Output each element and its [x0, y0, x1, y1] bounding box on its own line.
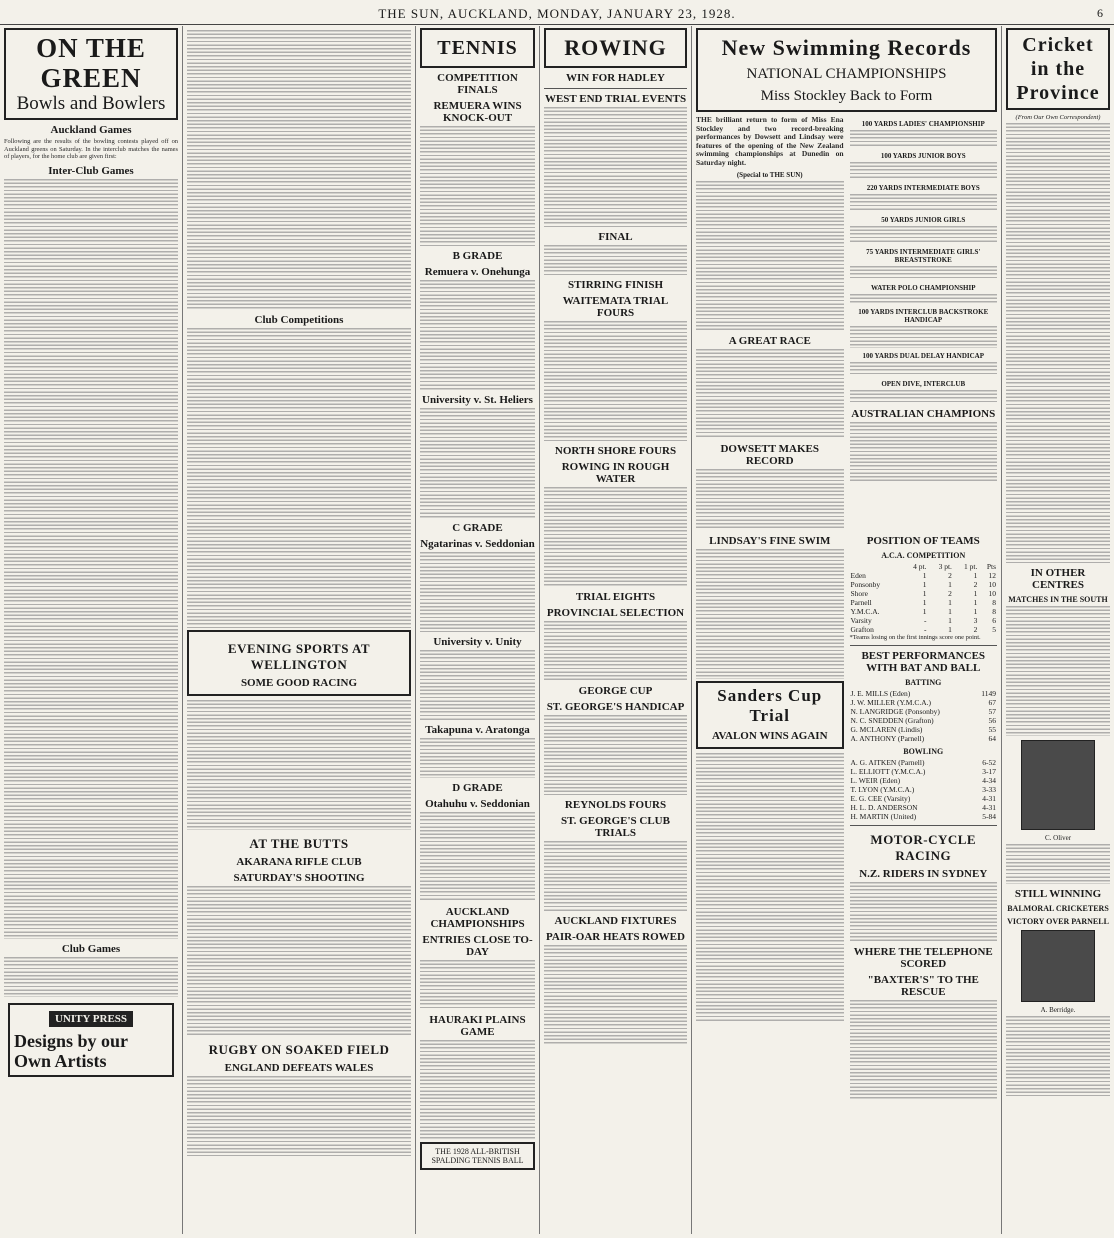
cricket-lower	[696, 531, 997, 1102]
table-row	[850, 598, 998, 607]
race5: 75 YARDS INTERMEDIATE GIRLS' BREASTSTROKE	[866, 248, 981, 264]
rugby-text	[187, 1076, 411, 1156]
table-cell: 4-34	[982, 776, 996, 785]
balmoral-heading: BALMORAL CRICKETERS	[1007, 904, 1109, 913]
position-table	[850, 562, 998, 634]
table-cell: L. ELLIOTT (Y.M.C.A.)	[850, 767, 926, 776]
swimming-report-text	[696, 181, 844, 331]
masthead-text: THE SUN, AUCKLAND, MONDAY, JANUARY 23, 1928.	[378, 6, 736, 21]
matches-south-sub: MATCHES IN THE SOUTH	[1008, 595, 1108, 604]
table-row	[850, 698, 998, 707]
other-centres-text	[1006, 606, 1110, 736]
great-race-text	[696, 349, 844, 439]
c-grade-heading: C GRADE	[452, 522, 503, 534]
rifle-text	[187, 886, 411, 1036]
table-cell: N. LANGRIDGE (Ponsonby)	[850, 707, 940, 716]
bowls-intro: Following are the results of the bowling contests played off on Auckland greens on Saturday. In the interclub matches the names of players, for the home club are given first:	[4, 138, 178, 161]
table-row	[850, 571, 998, 580]
swimming-lead: THE brilliant return to form of Miss Ena Stockley and two record-breaking performances by Dowsett and Lindsay were features of the opening of the New Zealand swimming championships at Dunedin on Saturday night.	[696, 115, 844, 167]
entries-text	[420, 960, 535, 1010]
table-cell: 1	[948, 616, 952, 625]
table-cell: 1	[922, 580, 927, 589]
remuera-onehunga-heading: Remuera v. Onehunga	[424, 266, 531, 278]
table-row	[850, 794, 998, 803]
still-winning-heading: STILL WINNING	[1014, 888, 1102, 900]
great-race-heading: A GREAT RACE	[728, 335, 811, 347]
table-cell: 5-84	[982, 812, 996, 821]
table-cell: 6	[992, 616, 996, 625]
swimming-left	[696, 116, 844, 531]
table-row	[850, 589, 998, 598]
final-text	[544, 245, 687, 275]
oliver-photo	[1021, 740, 1095, 830]
table-cell: 1	[948, 598, 952, 607]
table-cell: T. LYON (Y.M.C.A.)	[850, 785, 915, 794]
at-the-butts-title: AT THE BUTTS	[249, 836, 349, 851]
table-row	[850, 607, 998, 616]
evening-sports-text	[187, 700, 411, 830]
best-performances-heading: BEST PERFORMANCES WITH BAT AND BALL	[861, 650, 986, 674]
evening-sports-title: EVENING SPORTS AT WELLINGTON	[227, 641, 371, 672]
table-cell: 1	[973, 598, 978, 607]
table-cell: 3	[973, 616, 978, 625]
cricket-lower-right	[850, 531, 998, 1102]
dowsett-text	[696, 469, 844, 529]
west-end-text	[544, 107, 687, 227]
own-correspondent: (From Our Own Correspondent)	[1015, 114, 1101, 121]
table-cell: 8	[992, 598, 996, 607]
table-row	[850, 625, 998, 634]
table-row	[850, 767, 998, 776]
race3: 220 YARDS INTERMEDIATE BOYS	[866, 184, 980, 192]
trial-eights-text	[544, 621, 687, 681]
sanders-text	[696, 753, 844, 1023]
tennis-column	[416, 26, 540, 1234]
club-games-text	[4, 957, 178, 997]
d-grade-text	[420, 812, 535, 902]
table-row	[850, 812, 998, 821]
avalon-sub: AVALON WINS AGAIN	[711, 730, 828, 742]
table-row	[850, 707, 998, 716]
table-cell: 1149	[981, 689, 996, 698]
race2: 100 YARDS JUNIOR BOYS	[880, 152, 966, 160]
uni-unity-text	[420, 650, 535, 720]
competition-finals-heading: COMPETITION FINALS	[437, 72, 518, 96]
west-end-heading: WEST END TRIAL EVENTS	[544, 93, 687, 105]
table-row	[850, 803, 998, 812]
table-header-cell	[850, 562, 902, 571]
england-wales-sub: ENGLAND DEFEATS WALES	[224, 1062, 374, 1074]
rugby-title: RUGBY ON SOAKED FIELD	[208, 1042, 390, 1057]
reynolds-fours-heading: REYNOLDS FOURS	[564, 799, 667, 811]
table-cell: 1	[948, 580, 952, 589]
auckland-fixtures-heading: AUCKLAND FIXTURES	[554, 915, 677, 927]
provincial-selection-heading: PROVINCIAL SELECTION	[546, 607, 685, 619]
rowing-column	[540, 26, 692, 1234]
table-cell: 1	[973, 607, 978, 616]
pair-oar-text	[544, 945, 687, 1045]
cricket-lower-left	[696, 531, 844, 1102]
baxters-heading: "BAXTER'S" TO THE RESCUE	[867, 974, 979, 998]
australian-champions-heading: AUSTRALIAN CHAMPIONS	[851, 408, 996, 420]
unity-press-ad	[8, 1003, 174, 1077]
berridge-photo	[1021, 930, 1095, 1002]
oliver-caption: C. Oliver	[1044, 834, 1072, 842]
table-header-cell: 1 pt.	[964, 562, 978, 571]
takapuna-text	[420, 738, 535, 778]
bowls-subtitle: Bowls and Bowlers	[16, 93, 166, 114]
bowling-heading: BOWLING	[903, 747, 944, 756]
sanders-title: Sanders Cup Trial	[717, 686, 823, 725]
table-row	[850, 725, 998, 734]
tennis-title: TENNIS	[437, 37, 518, 59]
auckland-champs-heading: AUCKLAND CHAMPIONSHIPS	[430, 906, 525, 930]
swimming-column	[692, 26, 1002, 1234]
hauraki-text	[420, 1040, 535, 1140]
table-cell: 8	[992, 607, 996, 616]
win-for-hadley-heading: WIN FOR HADLEY	[565, 72, 665, 84]
lindsay-text	[696, 549, 844, 679]
national-champs-sub: NATIONAL CHAMPIONSHIPS	[746, 66, 947, 82]
otahuhu-heading: Otahuhu v. Seddonian	[425, 798, 530, 810]
lindsay-heading: LINDSAY'S FINE SWIM	[709, 535, 831, 547]
cricket-text	[1006, 123, 1110, 563]
table-cell: A. ANTHONY (Parnell)	[850, 734, 925, 743]
table-cell: 56	[988, 716, 996, 725]
table-cell: 2	[973, 580, 978, 589]
table-cell: J. E. MILLS (Eden)	[850, 689, 911, 698]
table-cell: 57	[988, 707, 996, 716]
race1: 100 YARDS LADIES' CHAMPIONSHIP	[861, 120, 985, 128]
batting-table	[850, 689, 998, 743]
cricket-title: Cricket in the Province	[1016, 34, 1100, 104]
table-row	[850, 580, 998, 589]
race4: 50 YARDS JUNIOR GIRLS	[881, 216, 966, 224]
university-st-heliers-heading: University v. St. Heliers	[422, 394, 533, 406]
table-cell: H. MARTIN (United)	[850, 812, 917, 821]
table-cell: G. MCLAREN (Lindis)	[850, 725, 923, 734]
evening-sports-box	[187, 630, 411, 696]
table-cell: 10	[988, 580, 996, 589]
club-games-heading: Club Games	[61, 942, 121, 955]
table-cell: 2	[948, 571, 952, 580]
table-cell: Shore	[850, 589, 868, 598]
table-cell: 67	[988, 698, 996, 707]
swimming-body	[696, 116, 997, 531]
takapuna-heading: Takapuna v. Aratonga	[425, 724, 530, 736]
bowls-continued-column	[183, 26, 416, 1234]
b-grade-text	[420, 280, 535, 390]
race9: OPEN DIVE, INTERCLUB	[881, 380, 966, 388]
rough-water-heading: ROWING IN ROUGH WATER	[561, 461, 670, 485]
d-grade-heading: D GRADE	[452, 782, 503, 794]
race6: WATER POLO CHAMPIONSHIP	[871, 284, 976, 292]
saturday-shooting-sub: SATURDAY'S SHOOTING	[233, 872, 365, 884]
table-header-cell: 3 pt.	[938, 562, 952, 571]
entries-close-heading: ENTRIES CLOSE TO-DAY	[422, 934, 533, 958]
australian-text	[850, 422, 998, 482]
other-centres-heading: IN OTHER CENTRES	[1030, 567, 1086, 591]
special-note: (Special to THE SUN)	[736, 171, 803, 179]
table-cell: Parnell	[850, 598, 872, 607]
swimming-right	[850, 116, 998, 531]
race8: 100 YARDS DUAL DELAY HANDICAP	[862, 352, 984, 360]
university-unity-heading: University v. Unity	[433, 636, 522, 648]
club-competitions-heading: Club Competitions	[254, 314, 344, 326]
table-header-cell: 4 pt.	[913, 562, 927, 571]
table-row	[850, 689, 998, 698]
uni-heliers-text	[420, 408, 535, 518]
table-cell: Varsity	[850, 616, 872, 625]
bowls-continued-text	[187, 30, 411, 310]
remuera-wins-heading: REMUERA WINS KNOCK-OUT	[433, 100, 522, 124]
table-cell: 10	[988, 589, 996, 598]
table-row	[850, 776, 998, 785]
akarana-rifle-sub: AKARANA RIFLE CLUB	[236, 856, 362, 868]
hauraki-plains-heading: HAURAKI PLAINS GAME	[429, 1014, 526, 1038]
sanders-box	[696, 681, 844, 749]
table-cell: 3-17	[982, 767, 996, 776]
north-shore-text	[544, 487, 687, 587]
table-row	[850, 734, 998, 743]
table-cell: 4-31	[982, 794, 996, 803]
george-cup-text	[544, 715, 687, 795]
table-note: *Teams losing on the first innings score one point.	[849, 634, 981, 641]
table-cell: -	[923, 616, 927, 625]
table-row	[850, 758, 998, 767]
table-cell: 1	[922, 571, 927, 580]
table-cell: L. WEIR (Eden)	[850, 776, 901, 785]
table-cell: E. G. CEE (Varsity)	[850, 794, 911, 803]
table-cell: J. W. MILLER (Y.M.C.A.)	[850, 698, 931, 707]
rowing-header-box	[544, 28, 687, 68]
motorcycle-heading: MOTOR-CYCLE RACING	[870, 832, 977, 863]
ngatarinas-heading: Ngatarinas v. Seddonian	[420, 538, 535, 550]
table-cell: 1	[922, 607, 927, 616]
table-cell: Grafton	[850, 625, 874, 634]
trial-eights-heading: TRIAL EIGHTS	[575, 591, 656, 603]
rowing-title: ROWING	[564, 35, 667, 60]
table-cell: 12	[988, 571, 996, 580]
good-racing-sub: SOME GOOD RACING	[240, 677, 358, 689]
spalding-ad: THE 1928 ALL-BRITISH SPALDING TENNIS BALL	[420, 1142, 535, 1170]
swimming-title: New Swimming Records	[721, 35, 972, 60]
table-cell: 1	[922, 589, 927, 598]
victory-heading: VICTORY OVER PARNELL	[1007, 917, 1109, 926]
table-cell: Eden	[850, 571, 866, 580]
final-heading: FINAL	[598, 231, 633, 243]
bowls-title: ON THE GREEN	[36, 33, 146, 93]
table-cell: 64	[988, 734, 996, 743]
aca-heading: A.C.A. COMPETITION	[881, 551, 966, 560]
table-cell: Ponsonby	[850, 580, 881, 589]
pair-oar-heading: PAIR-OAR HEATS ROWED	[546, 931, 685, 943]
stirring-finish-heading: STIRRING FINISH	[567, 279, 664, 291]
bowls-results-text	[4, 179, 178, 939]
table-cell: 1	[973, 589, 978, 598]
table-cell: 2	[973, 625, 978, 634]
race7: 100 YARDS INTERCLUB BACKSTROKE HANDICAP	[858, 308, 989, 324]
table-cell: 1	[948, 607, 952, 616]
table-cell: A. G. AITKEN (Parnell)	[850, 758, 925, 767]
table-cell: 55	[988, 725, 996, 734]
table-cell: H. L. D. ANDERSON	[850, 803, 918, 812]
auckland-games-heading: Auckland Games	[50, 124, 132, 136]
table-row	[850, 616, 998, 625]
bowls-column	[0, 26, 183, 1234]
table-cell: 4-31	[982, 803, 996, 812]
table-cell: 1	[922, 598, 927, 607]
table-cell: 5	[992, 625, 996, 634]
tennis-header-box	[420, 28, 535, 68]
cricket-column	[1002, 26, 1114, 1234]
cricket-header-box	[1006, 28, 1110, 110]
swimming-header-box	[696, 28, 997, 112]
berridge-caption: A. Berridge.	[1040, 1006, 1076, 1014]
designs-slogan: Designs by our Own Artists	[14, 1030, 128, 1071]
table-cell: 3-33	[982, 785, 996, 794]
dowsett-heading: DOWSETT MAKES RECORD	[720, 443, 820, 467]
inter-club-heading: Inter-Club Games	[48, 164, 134, 177]
north-shore-heading: NORTH SHORE FOURS	[554, 445, 677, 457]
table-cell: 1	[948, 625, 952, 634]
stockley-sub: Miss Stockley Back to Form	[760, 88, 933, 104]
table-cell: 1	[973, 571, 978, 580]
table-row	[850, 785, 998, 794]
b-grade-heading: B GRADE	[452, 250, 503, 262]
unity-press-logo: UNITY PRESS	[49, 1011, 133, 1027]
bowling-table	[850, 758, 998, 821]
telephone-heading: WHERE THE TELEPHONE SCORED	[853, 946, 993, 970]
table-cell: N. C. SNEDDEN (Grafton)	[850, 716, 934, 725]
club-competitions-text	[187, 328, 411, 628]
table-cell: Y.M.C.A.	[850, 607, 880, 616]
baxters-text	[850, 1000, 998, 1100]
bowls-header-box	[4, 28, 178, 120]
reynolds-text	[544, 841, 687, 911]
table-cell: 6-52	[982, 758, 996, 767]
table-row	[850, 716, 998, 725]
moto-text	[850, 882, 998, 942]
st-georges-handicap-heading: ST. GEORGE'S HANDICAP	[546, 701, 685, 713]
c-grade-text	[420, 552, 535, 632]
tennis-intro-text	[420, 126, 535, 246]
table-cell: -	[923, 625, 927, 634]
st-georges-trials-heading: ST. GEORGE'S CLUB TRIALS	[561, 815, 670, 839]
position-heading: POSITION OF TEAMS	[866, 535, 980, 547]
table-header-cell: Pts	[986, 562, 996, 571]
page-number: 6	[1097, 6, 1104, 20]
batting-heading: BATTING	[905, 678, 942, 687]
table-cell: 2	[948, 589, 952, 598]
waitemata-heading: WAITEMATA TRIAL FOURS	[562, 295, 669, 319]
masthead	[0, 6, 1114, 25]
george-cup-heading: GEORGE CUP	[578, 685, 653, 697]
waitemata-text	[544, 321, 687, 441]
riders-sydney-sub: N.Z. RIDERS IN SYDNEY	[859, 868, 988, 880]
